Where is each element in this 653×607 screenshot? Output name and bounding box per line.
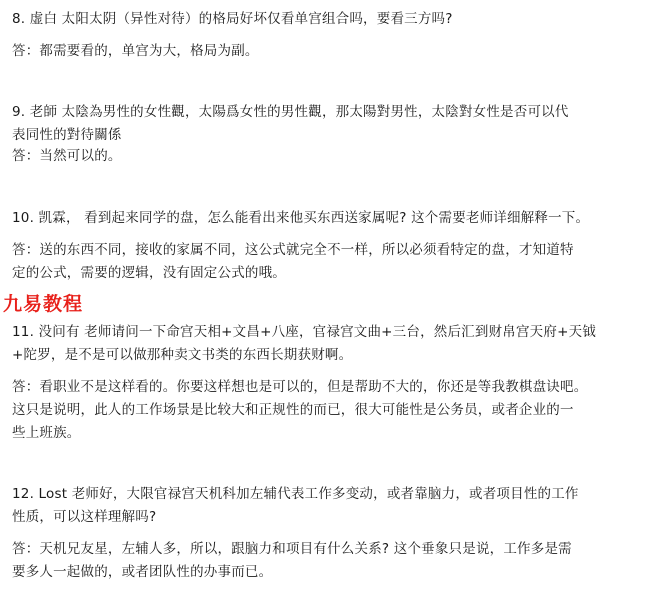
question-11-line-2: +陀罗，是不是可以做那种卖文书类的东西长期获财啊。 (12, 347, 353, 363)
answer-9-line-1: 答：当然可以的。 (12, 148, 122, 164)
answer-11-line-1: 答：看职业不是这样看的。你要这样想也是可以的，但是帮助不大的，你还是等我教棋盘诀吧。 (12, 379, 588, 395)
answer-10-line-2: 定的公式，需要的逻辑，没有固定公式的哦。 (12, 265, 286, 281)
question-12-line-1: 12. Lost 老师好，大限官禄宫天机科加左辅代表工作多变动，或者靠脑力，或者项目性的工作 (12, 486, 579, 502)
question-9-line-1: 9. 老師 太陰為男性的女性觀，太陽爲女性的男性觀，那太陽對男性，太陰對女性是否可以代 (12, 104, 569, 120)
answer-12-line-1: 答：天机兄友星，左辅人多，所以，跟脑力和项目有什么关系? 这个垂象只是说，工作多是需 (12, 541, 572, 557)
watermark-label: 九易教程 (3, 293, 84, 315)
answer-10-line-1: 答：送的东西不同，接收的家属不同，这公式就完全不一样，所以必须看特定的盘，才知道特 (12, 242, 574, 258)
answer-8-line-1: 答：都需要看的，单宫为大，格局为副。 (12, 43, 259, 59)
question-9-line-2: 表同性的對待關係 (12, 127, 122, 143)
answer-12-line-2: 要多人一起做的，或者团队性的办事而已。 (12, 564, 273, 580)
question-10-line-1: 10. 凯霖， 看到起来同学的盘，怎么能看出来他买东西送家属呢? 这个需要老师详细解释一下。 (12, 210, 590, 226)
answer-11-line-3: 些上班族。 (12, 425, 81, 441)
question-12-line-2: 性质，可以这样理解吗? (12, 509, 157, 525)
question-11-line-1: 11. 没问有 老师请问一下命宫天相+文昌+八座，官禄宫文曲+三台，然后汇到财帛宫天府+天钺 (12, 324, 596, 340)
answer-11-line-2: 这只是说明，此人的工作场景是比较大和正规性的而已，很大可能性是公务员，或者企业的一 (12, 402, 574, 418)
question-8-line-1: 8. 虚白 太阳太阴（异性对待）的格局好坏仅看单宫组合吗，要看三方吗? (12, 11, 453, 27)
